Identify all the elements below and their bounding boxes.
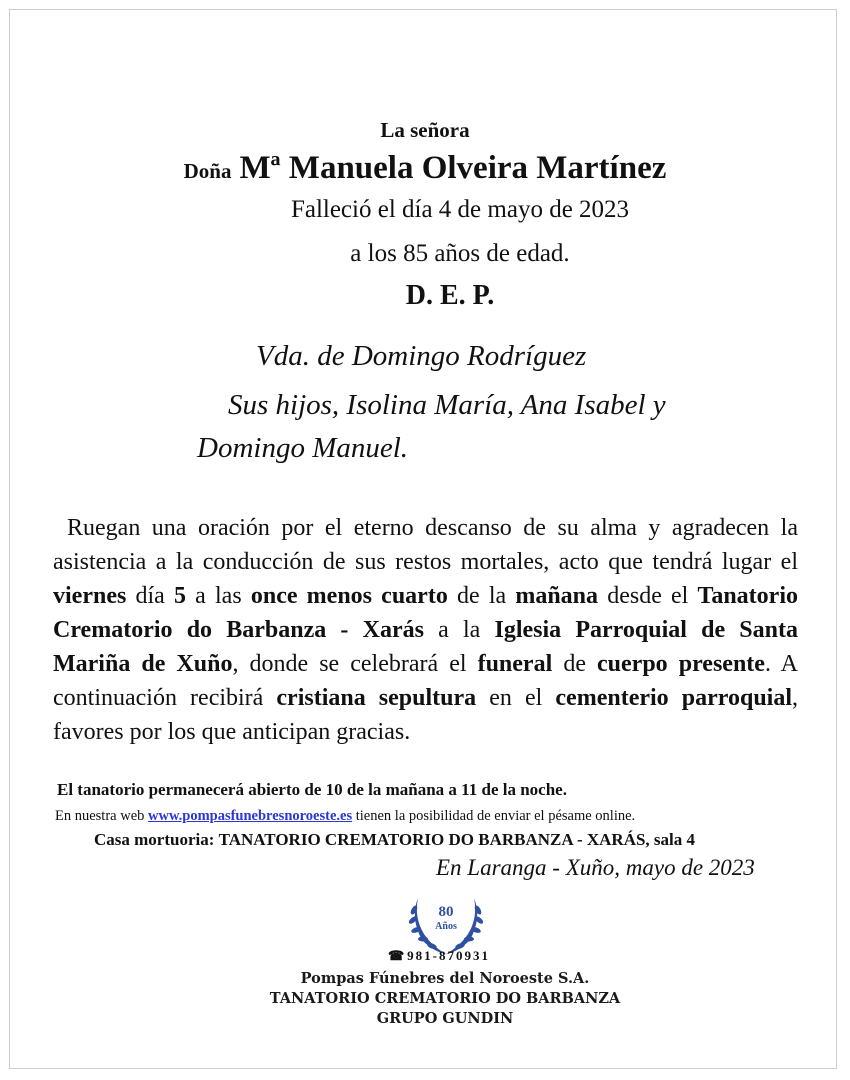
time: once menos cuarto: [250, 583, 448, 609]
web-note: [55, 808, 635, 825]
text: día: [126, 583, 174, 609]
text: de la: [447, 583, 516, 609]
day-name: viernes: [53, 583, 127, 609]
text: desde el: [598, 583, 698, 609]
text: . A continuación recibirá: [53, 651, 798, 711]
text: Ruegan una oración por el eterno descanso de su alma y agradecen la asistencia a la conducción de sus restos mortales, acto que tendrá lugar el: [53, 515, 798, 575]
deceased-name-line: [0, 150, 850, 187]
deceased-name: Mª Manuela Olveira Martínez: [239, 150, 667, 186]
phone-line: [0, 948, 850, 964]
text: de: [552, 651, 598, 677]
church: Iglesia Parroquial de Santa Mariña de Xuño: [53, 617, 798, 677]
funeral-home-line: [94, 830, 695, 850]
company-group: GRUPO GUNDIN: [376, 1010, 514, 1027]
web-prefix: En nuestra web: [55, 808, 149, 824]
cemetery: cementerio parroquial: [555, 685, 793, 711]
website-link[interactable]: www.pompasfunebresnoroeste.es: [148, 808, 353, 824]
opening-hours: El tanatorio permanecerá abierto de 10 de la mañana a 11 de la noche.: [57, 780, 567, 799]
text: , donde se celebrará el: [232, 651, 478, 677]
children-line-1: Sus hijos, Isolina María, Ana Isabel y: [228, 389, 666, 421]
dep-heading: D. E. P.: [405, 280, 495, 311]
widow-line: Vda. de Domingo Rodríguez: [256, 340, 587, 372]
funeral-home-label: Casa mortuoria:: [94, 830, 215, 849]
logo-word: Años: [435, 921, 457, 932]
phone-number: 981-870931: [407, 948, 491, 963]
departure-place: Tanatorio Crematorio do Barbanza - Xarás: [53, 583, 798, 643]
death-date: Falleció el día 4 de mayo de 2023: [290, 196, 630, 223]
logo-number: 80: [438, 904, 454, 920]
announcement-paragraph: [53, 511, 798, 749]
children-line-2: Domingo Manuel.: [197, 432, 409, 464]
day-number: 5: [174, 583, 186, 609]
text: en el: [476, 685, 556, 711]
age: a los 85 años de edad.: [350, 240, 570, 267]
burial: cristiana sepultura: [276, 685, 477, 711]
place-and-date: En Laranga - Xuño, mayo de 2023: [436, 855, 755, 880]
text: a las: [186, 583, 251, 609]
company-name: Pompas Fúnebres del Noroeste S.A.: [300, 970, 590, 987]
funeral-home-value: TANATORIO CREMATORIO DO BARBANZA - XARÁS, sala 4: [218, 830, 696, 849]
text: , favores por los que anticipan gracias.: [53, 685, 799, 745]
funeral-word: funeral: [477, 651, 553, 677]
web-suffix: tienen la posibilidad de enviar el pésame online.: [352, 808, 636, 824]
time-of-day: mañana: [515, 583, 599, 609]
phone-icon: ☎: [387, 948, 405, 963]
company-tanatorio: TANATORIO CREMATORIO DO BARBANZA: [269, 990, 621, 1007]
honorific: La señora: [380, 118, 470, 142]
cuerpo-presente: cuerpo presente: [597, 651, 765, 677]
text: a la: [423, 617, 495, 643]
title-dona: Doña: [183, 159, 232, 183]
